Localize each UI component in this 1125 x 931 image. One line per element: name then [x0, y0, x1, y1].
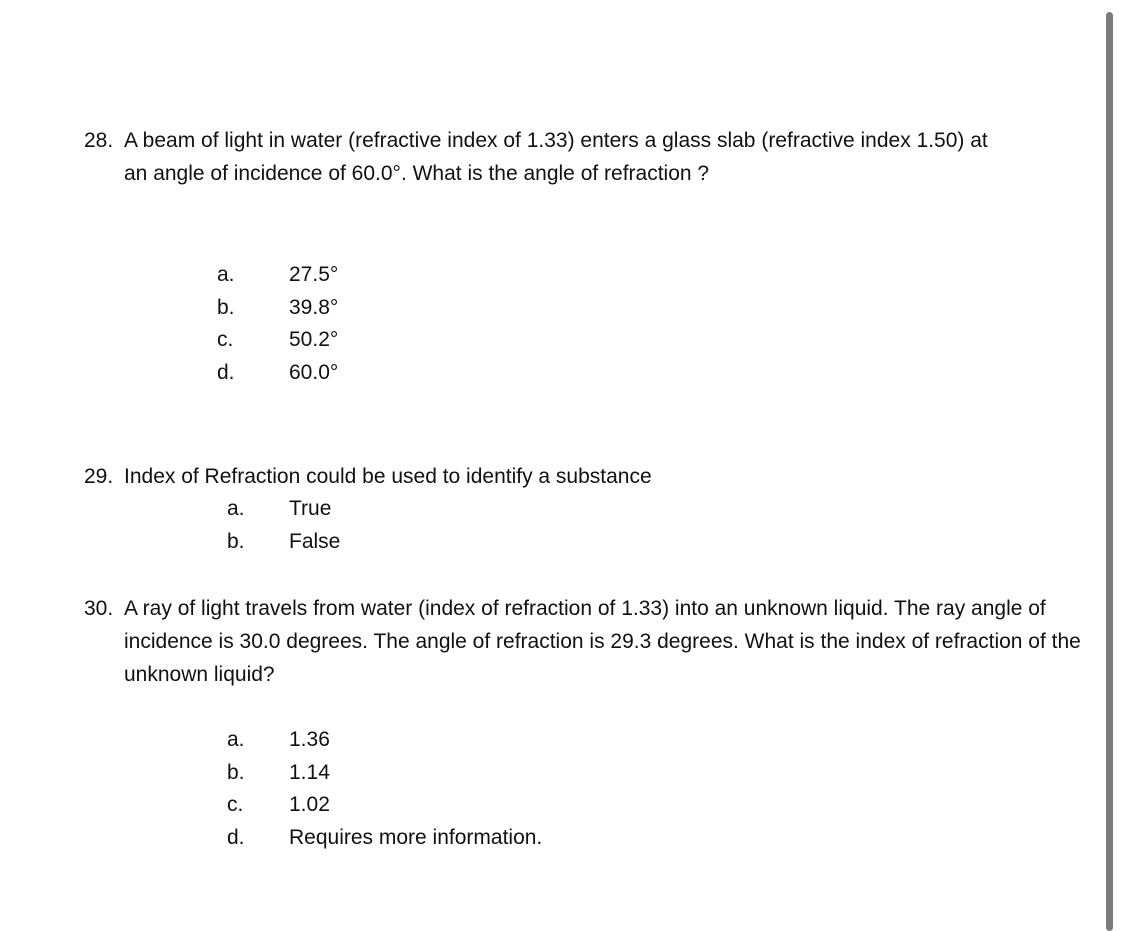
option-text: 39.8° — [289, 295, 339, 319]
question-number: 29. — [84, 465, 114, 488]
option-text: 1.02 — [289, 793, 330, 816]
option-text: 1.14 — [289, 760, 330, 784]
question-text: Index of Refraction could be used to identify a substance — [124, 465, 652, 488]
option-text: Requires more information. — [289, 825, 543, 849]
option-letter: b. — [217, 295, 235, 319]
option-text: 1.36 — [289, 728, 330, 751]
option-letter: a. — [227, 497, 245, 520]
question-28 — [84, 124, 1004, 190]
question-number: 28. — [84, 129, 114, 152]
option-letter: a. — [217, 263, 235, 286]
option-letter: a. — [227, 728, 245, 751]
option-text: 27.5° — [289, 263, 339, 286]
option-letter: c. — [217, 328, 234, 351]
option-letter: d. — [227, 825, 245, 849]
question-number: 30. — [84, 597, 114, 620]
vertical-scrollbar[interactable] — [1106, 12, 1113, 931]
option-letter: b. — [227, 529, 245, 553]
option-text: False — [289, 529, 341, 553]
option-text: True — [289, 497, 332, 520]
question-30 — [84, 592, 1094, 691]
option-letter: b. — [227, 760, 245, 784]
option-text: 50.2° — [289, 328, 339, 351]
option-letter: d. — [217, 360, 235, 384]
option-text: 60.0° — [289, 360, 339, 384]
question-29 — [84, 460, 1094, 493]
question-text: A ray of light travels from water (index of refraction of 1.33) into an unknown liquid. The ray angle of incidence is 30.0 degrees. The angle of refraction is 29.3 degrees. What is the index of refraction of the unknown liquid? — [124, 597, 1081, 686]
option-letter: c. — [227, 793, 244, 816]
question-text: A beam of light in water (refractive index of 1.33) enters a glass slab (refractive index 1.50) at an angle of incidence of 60.0°. What is the angle of refraction ? — [124, 129, 988, 185]
